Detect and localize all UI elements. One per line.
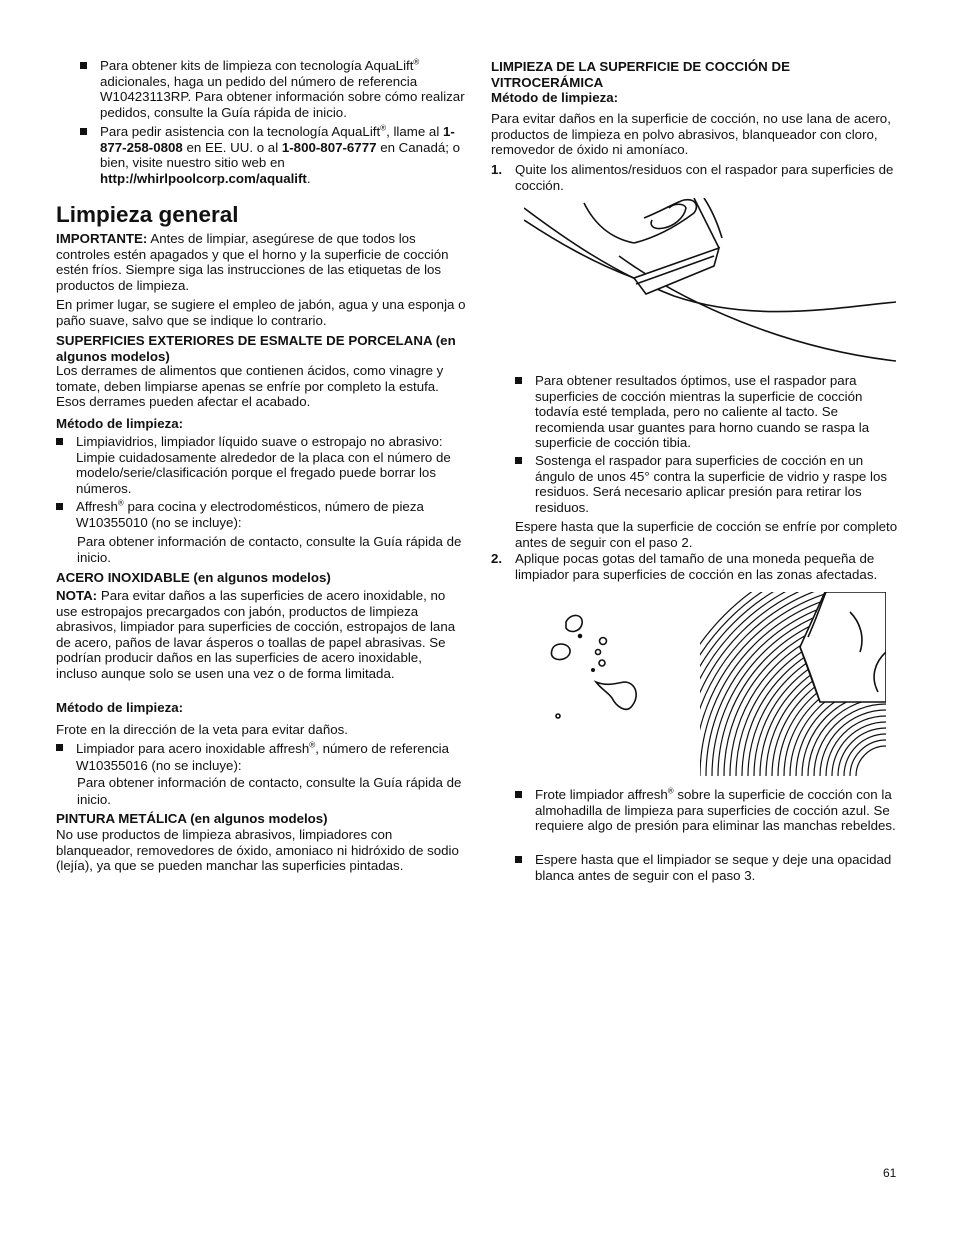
metallic-paint-title: PINTURA METÁLICA (en algunos modelos) [56,811,328,826]
aqualift-website-link[interactable]: http://whirlpoolcorp.com/aqualift [100,170,307,186]
stainless-title: ACERO INOXIDABLE (en algunos modelos) [56,570,331,585]
step-number: 2. [491,551,503,566]
section-heading: Limpieza general [56,202,239,227]
note-text: Para evitar daños a las superficies de acero inoxidable, no use estropajos precargados con jabón, productos de limpieza abrasivos, limpiador para superficies de cocción, estropajos de lana de acero, paños de lavar ásperos o toallas de papel abrasivas. Se podrían producir daños en las superficies de acero inoxidable, incluso aunque solo se usen una vez o de forma limitada. [56,588,456,681]
metallic-paint-paragraph: No use productos de limpieza abrasivos, limpiadores con blanqueador, removedores de óxido, amoniaco ni hidróxido de sodio (lejía), ya que se pueden manchar las superficies pintadas. [56,827,459,873]
canada-phone-number: 1-800-807-6777 [281,139,377,155]
wait-cool-text: Espere hasta que la superficie de cocción se enfríe por completo antes de seguir con el paso 2. [515,519,898,550]
bullet-text: . [306,170,311,186]
method-label: Método de limpieza: [56,416,184,431]
hand-outline [584,203,634,243]
registered-mark: ® [117,498,124,508]
registered-mark: ® [309,740,316,750]
bullet-text: sobre la superficie de cocción con la almohadilla de limpieza para superficies de cocción azul. Se requiere algo de presión para eliminar las manchas rebeldes. [535,787,896,833]
scraper-illustration [524,198,896,366]
important-label: IMPORTANTE: [56,231,148,246]
bullet-text: Sostenga el raspador para superficies de cocción en un ángulo de unos 45° contra la superficie de vidrio y raspe los residuos. Será necesario aplicar presión para retirar los residuos. [535,453,887,515]
swirl-line [850,740,886,776]
swirl-line [838,728,886,776]
bullet-text: Affresh [76,499,118,514]
step-number: 1. [491,162,503,177]
square-bullet-icon [515,791,522,798]
step-text: Aplique pocas gotas del tamaño de una moneda pequeña de limpiador para superficies de cocción en las zonas afectadas. [515,551,878,582]
bullet-text: Para obtener resultados óptimos, use el raspador para superficies de cocción mientras la superficie de cocción todavía esté templada, pero no caliente al tacto. Se recomienda usar guantes para horno cuando se raspa la superficie de cocción tibia. [535,373,870,450]
scraper-blade [634,248,719,294]
note-label: NOTA: [56,588,98,603]
bullet-text: para cocina y electrodomésticos, número de pieza W10355010 (no se incluye): [76,499,424,530]
bullet-text: , llame al [386,124,443,139]
scraper-tip-bullet-1 [515,373,901,451]
step-1 [491,162,901,193]
grain-direction-text: Frote en la dirección de la veta para evitar daños. [56,722,348,737]
stainless-bullet-affresh [56,740,466,774]
page-number: 61 [883,1166,897,1180]
step-2 [491,551,901,582]
bullet-text: Limpiavidrios, limpiador líquido suave o estropajo no abrasivo: Limpie cuidadosamente alrededor de la placa con el número de modelo/serie/clasificación porque el fregado puede borrar los números. [76,434,451,496]
ceramic-intro-paragraph: Para evitar daños en la superficie de cocción, no use lana de acero, productos de limpieza en polvo abrasivos, blanqueador con cloro, removedor de óxido ni amoníaco. [491,111,891,157]
bullet-text: , número de referencia W10355016 (no se incluye): [76,741,450,773]
dry-wait-bullet [515,852,901,883]
ceramic-cooktop-title: LIMPIEZA DE LA SUPERFICIE DE COCCIÓN DE VITROCERÁMICA [491,59,790,90]
square-bullet-icon [515,457,522,464]
scraper-tip-bullet-2 [515,453,901,515]
us-phone-number: 1-877-258-0808 [100,124,455,155]
square-bullet-icon [56,744,63,751]
contact-info: Para obtener información de contacto, consulte la Guía rápida de inicio. [77,534,462,565]
step-text: Quite los alimentos/residuos con el raspador para superficies de cocción. [515,162,894,193]
square-bullet-icon [56,438,63,445]
porcelain-bullet-glass-cleaner [56,434,466,496]
aqualift-kits-bullet [80,58,466,120]
square-bullet-icon [80,128,87,135]
bullet-text: adicionales, haga un pedido del número de referencia W10423113RP. Para obtener información sobre cómo realizar pedidos, consulte la Guía rápida de inicio. [100,73,465,120]
swirl-line [814,704,886,776]
swirl-line [820,710,886,776]
swirl-line [832,722,886,776]
bullet-text: Limpiador para acero inoxidable affresh [76,741,310,756]
bullet-text: Para pedir asistencia con la tecnología AquaLift [100,124,381,139]
bullet-text: Frote limpiador affresh [535,787,668,802]
hand-with-pad [800,592,886,702]
bullet-text: Para obtener kits de limpieza con tecnología AquaLift [100,58,414,73]
wiping-pad-illustration [700,592,886,776]
square-bullet-icon [515,377,522,384]
bullet-text: en Canadá; o bien, visite nuestro sitio web en [100,139,461,170]
square-bullet-icon [56,503,63,510]
intro-paragraph: En primer lugar, se sugiere el empleo de jabón, agua y una esponja o paño suave, salvo que se indique lo contrario. [56,297,466,328]
porcelain-title: SUPERFICIES EXTERIORES DE ESMALTE DE PORCELANA (en algunos modelos) [56,333,456,364]
important-text: Antes de limpiar, asegúrese de que todos los controles estén apagados y que el horno y la superficie de cocción estén fríos. Siempre siga las instrucciones de las etiquetas de los productos de limpieza. [56,231,449,293]
affresh-rub-bullet [515,787,901,834]
porcelain-paragraph: Los derrames de alimentos que contienen ácidos, como vinagre y tomate, deben limpiarse apenas se enfríe por completo la estufa. Esos derrames pueden afectar el acabado. [56,363,444,409]
bullet-text: Espere hasta que el limpiador se seque y deje una opacidad blanca antes de seguir con el paso 3. [535,852,892,883]
bullet-text: en EE. UU. o al [182,139,282,155]
square-bullet-icon [80,62,87,69]
aqualift-assistance-bullet [80,124,466,186]
note-paragraph [56,588,466,681]
porcelain-bullet-affresh [56,499,466,530]
swirl-line [808,698,886,776]
method-label: Método de limpieza: [56,700,184,715]
registered-mark: ® [413,57,420,67]
registered-mark: ® [667,786,674,796]
method-label: Método de limpieza: [491,90,619,105]
cleaner-drops-illustration [546,610,656,725]
square-bullet-icon [515,856,522,863]
contact-info: Para obtener información de contacto, consulte la Guía rápida de inicio. [77,775,462,807]
registered-mark: ® [380,123,387,133]
important-paragraph [56,231,466,293]
